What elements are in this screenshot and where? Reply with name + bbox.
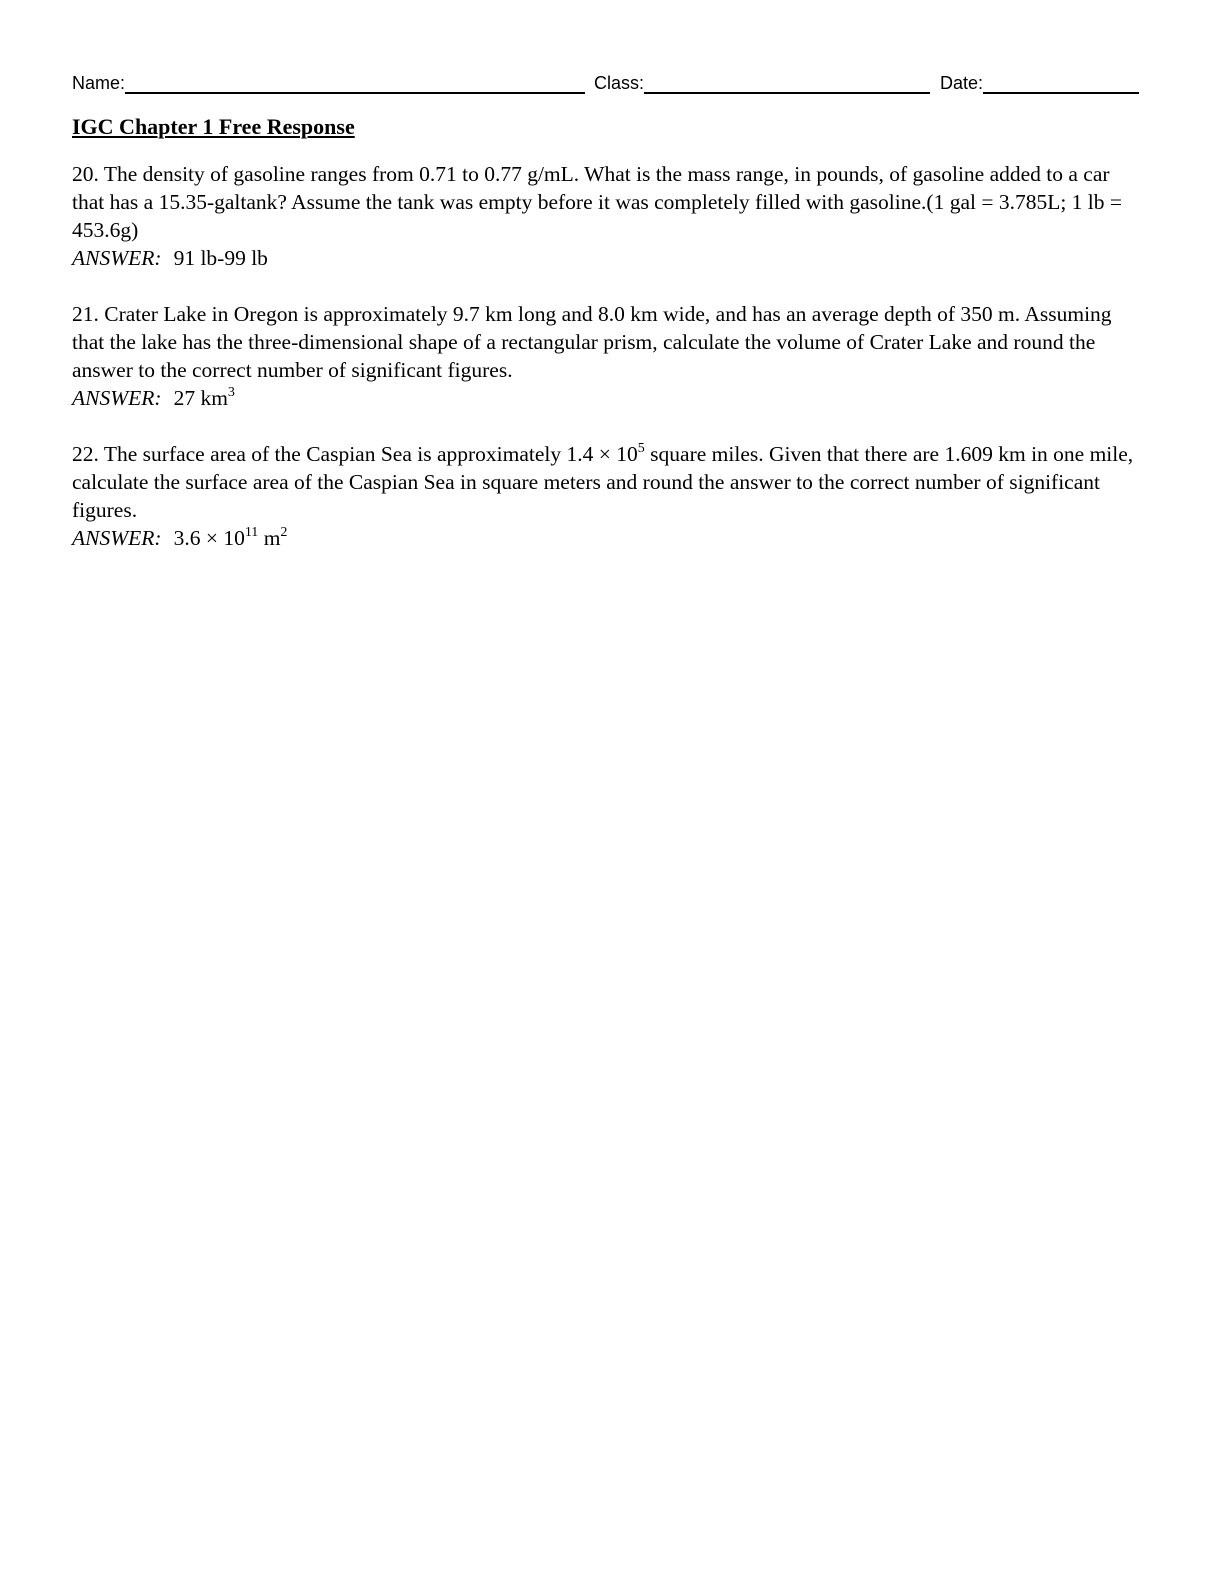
- answer-value: 27 km: [173, 386, 228, 410]
- question-20: [72, 160, 1144, 272]
- answer-value: 3.6 × 10: [173, 526, 245, 550]
- question-exponent: 5: [637, 441, 645, 456]
- spacer: [72, 272, 1144, 300]
- class-label: Class:: [594, 73, 645, 93]
- question-text-start: 22. The surface area of the Caspian Sea is approximately 1.4 × 10: [72, 442, 638, 466]
- question-21: [72, 300, 1144, 412]
- answer-value: 91 lb-99 lb: [173, 246, 268, 270]
- date-field: [940, 72, 1142, 94]
- name-blank-line: [125, 72, 585, 94]
- date-label: Date:: [940, 73, 984, 93]
- question-text: 20. The density of gasoline ranges from 0.71 to 0.77 g/mL. What is the mass range, in pounds, of gasoline added to a car that has a 15.35-galtank? Assume the tank was empty before it was completely filled with gasoline.(1 gal = 3.785L; 1 lb = 453.6g): [72, 162, 1123, 242]
- question-22: [72, 440, 1144, 552]
- answer-unit: m: [258, 526, 281, 550]
- date-blank-line: [983, 72, 1139, 94]
- spacer: [72, 412, 1144, 440]
- answer-label: ANSWER:: [72, 246, 162, 270]
- answer-exponent: 3: [227, 385, 235, 400]
- class-field: [594, 72, 936, 94]
- class-blank-line: [644, 72, 930, 94]
- name-field: [72, 72, 590, 94]
- question-text-end: square miles. Given that there are 1.609 km in one mile, calculate the surface area of the Caspian Sea in square meters and round the answer to the correct number of significant figures.: [72, 442, 1134, 522]
- page-title: IGC Chapter 1 Free Response: [72, 114, 355, 139]
- answer-line: [72, 384, 1144, 412]
- answer-line: [72, 244, 1144, 272]
- answer-exponent: 11: [244, 525, 259, 540]
- answer-label: ANSWER:: [72, 386, 162, 410]
- answer-label: ANSWER:: [72, 526, 162, 550]
- student-info-header: [72, 72, 1142, 98]
- question-text: 21. Crater Lake in Oregon is approximately 9.7 km long and 8.0 km wide, and has an average depth of 350 m. Assuming that the lake has the three-dimensional shape of a rectangular prism, calculate the volume of Crater Lake and round the answer to the correct number of significant figures.: [72, 302, 1112, 382]
- questions-list: [72, 160, 1144, 552]
- name-label: Name:: [72, 73, 126, 93]
- question-text: [72, 440, 1144, 524]
- answer-unit-exponent: 2: [280, 525, 288, 540]
- answer-line: [72, 524, 1144, 552]
